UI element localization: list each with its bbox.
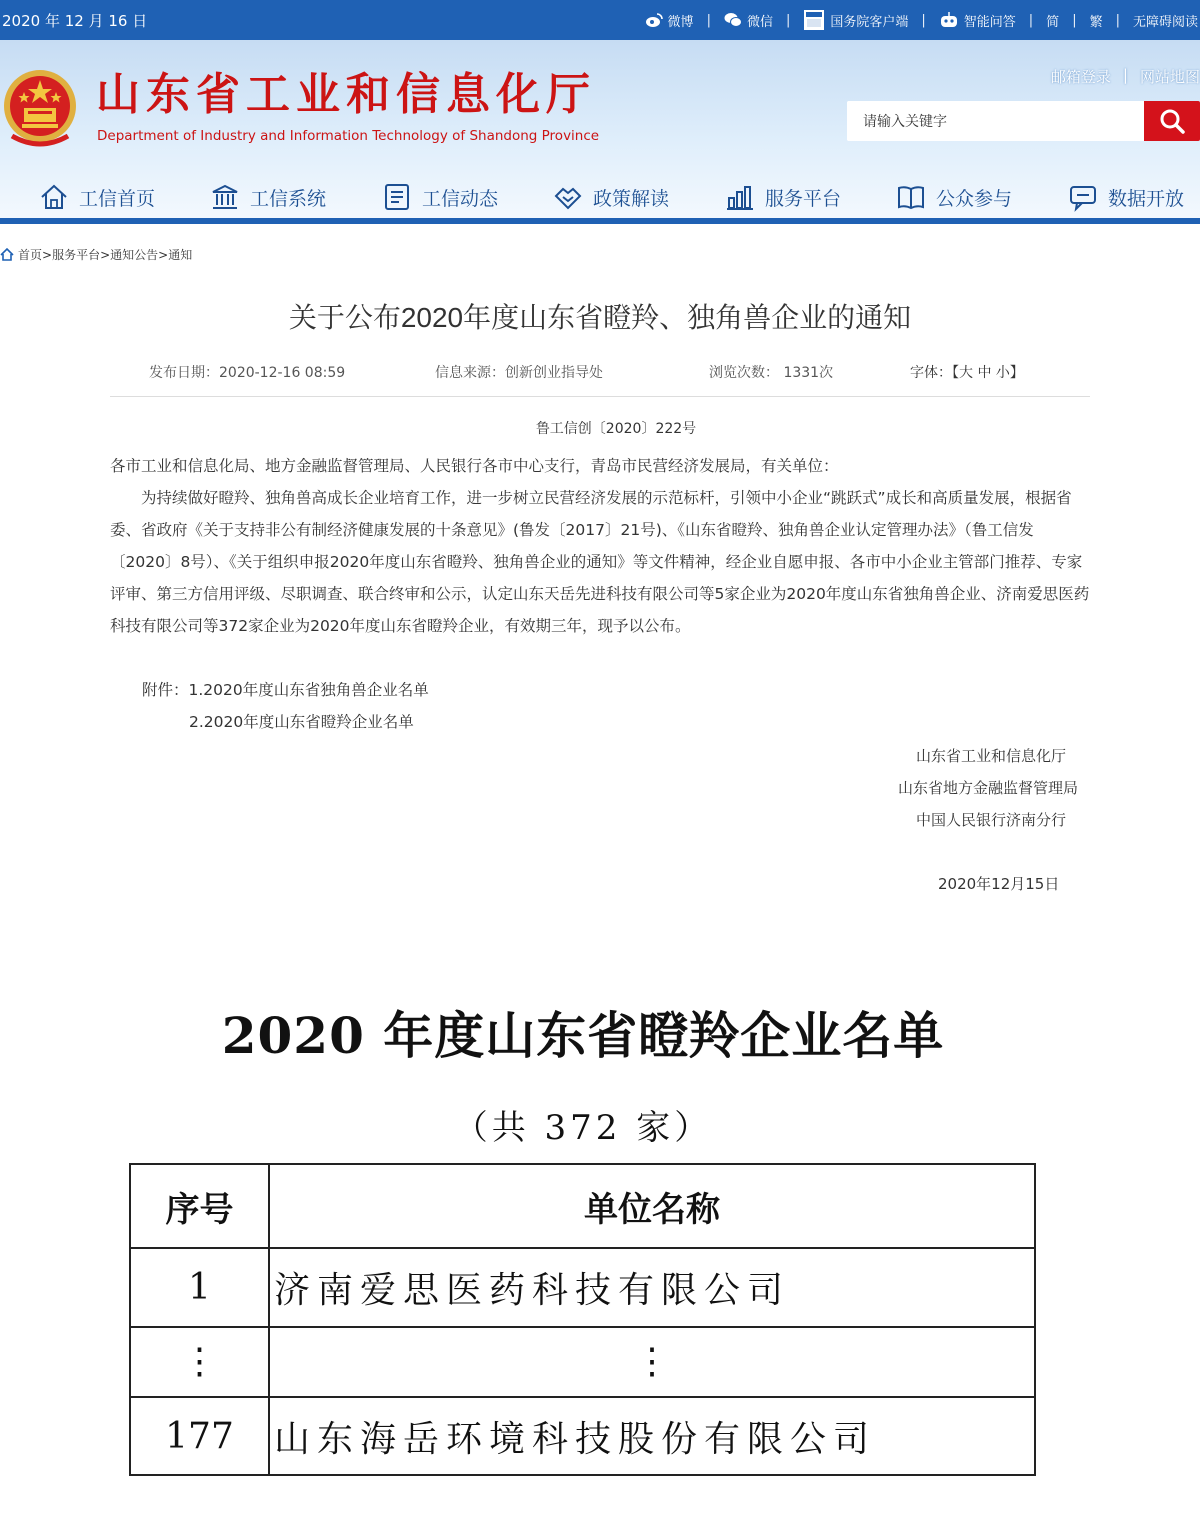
attachment-2: 2.2020年度山东省瞪羚企业名单 [189,713,414,731]
separator: | [1072,12,1077,28]
row-unit-name: 济南爱思医药科技有限公司 [269,1248,1035,1327]
simplified-chinese-link[interactable] [1046,11,1059,30]
separator: | [1122,66,1128,84]
site-header [0,40,1200,222]
nav-service[interactable] [725,177,841,217]
meta-divider [110,396,1090,397]
separator: | [1028,12,1034,28]
font-size-label: 字体： [910,365,952,381]
nav-home[interactable] [39,177,155,217]
separator: | [706,12,711,28]
breadcrumb-separator: > [100,248,111,262]
signer-2: 山东省地方金融监督管理局 [898,779,1079,797]
table-row [130,1397,1035,1475]
row-unit-name: ⋮ [269,1327,1035,1397]
handshake-icon [553,182,583,212]
site-title: 山东省工业和信息化厅 [96,69,596,120]
smart-qa-label: 智能问答 [963,14,1016,30]
document-number: 鲁工信创〔2020〕222号 [535,421,697,437]
nav-data[interactable] [1068,177,1184,217]
font-size-options[interactable]: 【大 中 小】 [952,365,1024,381]
chat-icon [1068,182,1098,212]
top-bar [0,0,1200,40]
wechat-label: 微信 [746,14,773,30]
table-row [130,1248,1035,1327]
wechat-icon [724,12,742,28]
site-subtitle-en: Department of Industry and Information Technology of Shandong Province [97,128,600,144]
breadcrumb-home[interactable]: 首页 [18,248,43,262]
wechat-link[interactable] [724,11,773,30]
row-serial: ⋮ [130,1327,269,1397]
service-platform-icon [725,182,755,212]
breadcrumb [0,246,192,263]
enterprise-table [129,1163,1036,1476]
breadcrumb-separator: > [42,248,53,262]
national-emblem-icon [2,66,78,150]
signer-3: 中国人民银行济南分行 [916,811,1067,829]
separator: | [921,12,926,28]
news-icon [382,182,412,212]
site-map-link[interactable]: 网站地图 [1139,68,1200,86]
current-date: 2020 年 12 月 16 日 [2,12,148,30]
breadcrumb-separator: > [158,248,169,262]
robot-icon [939,11,959,29]
nav-service-label: 服务平台 [765,187,842,210]
table-row-ellipsis [130,1327,1035,1397]
nav-system-label: 工信系统 [250,187,327,210]
signer-1: 山东省工业和信息化厅 [916,747,1067,765]
smart-qa-link[interactable] [939,11,1016,30]
traditional-label: 繁 [1089,14,1103,30]
header-unit-name: 单位名称 [269,1164,1035,1248]
state-council-client-label: 国务院客户端 [830,14,909,30]
row-serial: 1 [130,1248,269,1327]
list-title: 2020 年度山东省瞪羚企业名单 [221,1006,945,1065]
header-serial: 序号 [130,1164,269,1248]
traditional-chinese-link[interactable] [1090,11,1103,30]
separator: | [785,12,791,28]
book-icon [896,182,926,212]
accessibility-label: 无障碍阅读 [1132,14,1198,30]
nav-data-label: 数据开放 [1108,187,1185,210]
search-input[interactable] [847,101,1144,141]
view-count: 浏览次数： 1331次 [709,365,834,381]
nav-policy[interactable] [553,177,669,217]
nav-news-label: 工信动态 [422,187,499,210]
search-box [847,101,1200,141]
state-council-app-icon [803,9,825,31]
nav-divider [0,218,1200,224]
weibo-link[interactable] [645,11,694,30]
font-size-control [910,362,1024,382]
search-button[interactable] [1144,101,1200,141]
state-council-client-link[interactable] [803,9,908,31]
salutation: 各市工业和信息化局、地方金融监督管理局、人民银行各市中心支行，青岛市民营经济发展局，有关单位： [110,457,839,475]
main-paragraph: 为持续做好瞪羚、独角兽高成长企业培育工作，进一步树立民营经济发展的示范标杆，引领中小企业“跳跃式”成长和高质量发展，根据省委、省政府《关于支持非公有制经济健康发展的十条意见》(鲁发〔2017〕21号)、《山东省瞪羚、独角兽企业认定管理办法》（鲁工信发〔2020〕8号）、《关于组织申报2020年度山东省瞪羚、独角兽企业的通知》等文件精神，经企业自愿申报、各市中小企业主管部门推荐、专家评审、第三方信用评级、尽职调查、联合终审和公示，认定山东天岳先进科技有限公司等5家企业为2020年度山东省独角兽企业、济南爱思医药科技有限公司等372家企业为2020年度山东省瞪羚企业，有效期三年，现予以公布。 [110,489,1090,635]
home-icon [39,182,69,212]
weibo-icon [645,12,663,28]
nav-policy-label: 政策解读 [593,187,670,210]
weibo-label: 微博 [667,14,694,30]
simplified-label: 简 [1046,14,1060,30]
publish-date: 发布日期：2020-12-16 08:59 [149,365,346,381]
sign-date: 2020年12月15日 [938,875,1060,893]
row-unit-name: 山东海岳环境科技股份有限公司 [269,1397,1035,1475]
mail-login-link[interactable]: 邮箱登录 [1050,68,1111,86]
nav-news[interactable] [382,177,498,217]
search-icon [1159,108,1185,134]
breadcrumb-current[interactable]: 通知 [168,248,193,262]
breadcrumb-service[interactable]: 服务平台 [52,248,101,262]
government-building-icon [210,182,240,212]
header-links [1051,66,1200,87]
attachment-1: 附件：1.2020年度山东省独角兽企业名单 [142,681,429,699]
nav-public-label: 公众参与 [936,187,1013,210]
nav-public[interactable] [896,177,1012,217]
table-header-row [130,1164,1035,1248]
accessibility-link[interactable] [1133,11,1198,30]
nav-system[interactable] [210,177,326,217]
separator: | [1115,12,1120,28]
main-nav [0,177,1200,217]
nav-home-label: 工信首页 [79,187,156,210]
row-serial: 177 [130,1397,269,1475]
home-small-icon [0,248,14,261]
info-source: 信息来源：创新创业指导处 [435,365,603,381]
breadcrumb-notice[interactable]: 通知公告 [110,248,159,262]
article-title: 关于公布2020年度山东省瞪羚、独角兽企业的通知 [288,302,912,333]
top-links [645,0,1198,40]
list-count: （共 372 家） [453,1108,713,1148]
